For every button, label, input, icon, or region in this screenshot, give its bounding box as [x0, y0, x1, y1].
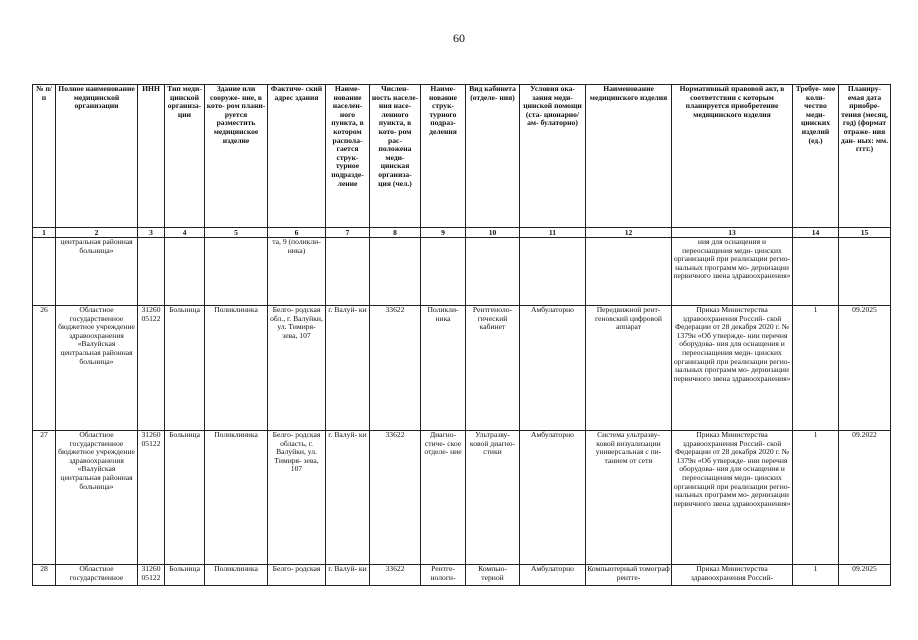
column-number: 11 — [520, 228, 586, 238]
row-number — [33, 238, 56, 306]
cabinet-type: Компью- терной — [466, 565, 520, 586]
quantity: 1 — [793, 431, 839, 565]
header-cell: Здание или сооруже- ние, в кото- ром плани- руется разместить медицинское изделие — [205, 85, 268, 228]
column-number-row — [33, 228, 891, 238]
cabinet-type: Рентгеноло- гический кабинет — [466, 306, 520, 431]
care-conditions — [520, 238, 586, 306]
organization-name: Областное государственное бюджетное учреждение здравоохранения «Валуйская центральная районная больница» — [56, 431, 138, 565]
organization-name: Областное государственное — [56, 565, 138, 586]
subdivision: Рентге- нологи- — [421, 565, 466, 586]
row-number: 28 — [33, 565, 56, 586]
column-number: 13 — [672, 228, 793, 238]
header-cell: ИНН — [138, 85, 165, 228]
header-cell: Наименование медицинского изделия — [586, 85, 672, 228]
building: Поликлиника — [205, 565, 268, 586]
column-number: 5 — [205, 228, 268, 238]
table-row — [33, 306, 891, 431]
organization-type: Больница — [165, 431, 205, 565]
address: та, 9 (поликли- ника) — [268, 238, 326, 306]
header-cell: Полное наименование медицинской организации — [56, 85, 138, 228]
column-number: 12 — [586, 228, 672, 238]
header-cell: Наиме- нование струк- турного подраз- деления — [421, 85, 466, 228]
legal-act: Приказ Министерства здравоохранения Россий- ской Федерации от 28 декабря 2020 г. № 1379н «Об утвержде- нии перечня оборудова- ния для оснащения и переоснащения меди- цинских организаций при реализации регио- нальных программ мо- дернизации первичного звена здравоохранения» — [672, 306, 793, 431]
settlement: г. Валуй- ки — [326, 306, 370, 431]
organization-type: Больница — [165, 565, 205, 586]
table-row — [33, 431, 891, 565]
equipment-table — [32, 84, 891, 586]
page-number: 60 — [453, 31, 465, 45]
legal-act: Приказ Министерства здравоохранения Россий- — [672, 565, 793, 586]
address: Белго- родская обл., г. Валуйки, ул. Тимиря- зева, 107 — [268, 306, 326, 431]
population: 33622 — [370, 306, 421, 431]
header-cell: Условия ока- зания меди- цинской помощи (ста- ционарно/ам- булаторно) — [520, 85, 586, 228]
care-conditions: Амбулаторно — [520, 306, 586, 431]
population: 33622 — [370, 565, 421, 586]
column-number: 8 — [370, 228, 421, 238]
column-number: 3 — [138, 228, 165, 238]
column-number: 1 — [33, 228, 56, 238]
device-name: Система ультразву- ковой визуализации универсальная с пи- танием от сети — [586, 431, 672, 565]
row-number: 27 — [33, 431, 56, 565]
device-name: Передвижной рент- геновский цифровой аппарат — [586, 306, 672, 431]
building — [205, 238, 268, 306]
inn: 31260 05122 — [138, 565, 165, 586]
header-cell: Фактиче- ский адрес здания — [268, 85, 326, 228]
column-number: 9 — [421, 228, 466, 238]
settlement — [326, 238, 370, 306]
column-number: 6 — [268, 228, 326, 238]
quantity — [793, 238, 839, 306]
header-cell: Числен- ность населе- ния насе- ленного пункта, в кото- ром рас- положена меди- цинская организа- ция (чел.) — [370, 85, 421, 228]
purchase-date: 09.2025 — [839, 565, 891, 586]
column-number: 7 — [326, 228, 370, 238]
organization-name: центральная районная больница» — [56, 238, 138, 306]
cabinet-type — [466, 238, 520, 306]
subdivision: Диагно- стиче- ское отделе- ние — [421, 431, 466, 565]
header-cell: Требуе- мое коли- чество меди- цинских изделий (ед.) — [793, 85, 839, 228]
header-cell: № п/п — [33, 85, 56, 228]
column-number: 10 — [466, 228, 520, 238]
device-name: Компьютерный томограф рентге- — [586, 565, 672, 586]
population: 33622 — [370, 431, 421, 565]
header-cell: Наиме- нование населен- ного пункта, в котором распола- гается струк- турное подразде- ление — [326, 85, 370, 228]
subdivision: Поликли- ника — [421, 306, 466, 431]
inn — [138, 238, 165, 306]
building: Поликлиника — [205, 306, 268, 431]
header-cell: Вид кабинета (отделе- ния) — [466, 85, 520, 228]
table-row-continued — [33, 238, 891, 306]
settlement: г. Валуй- ки — [326, 565, 370, 586]
row-number: 26 — [33, 306, 56, 431]
subdivision — [421, 238, 466, 306]
cabinet-type: Ультразву- ковой диагно- стики — [466, 431, 520, 565]
header-cell: Планиру- емая дата приобре- тения (месяц, год) (формат отраже- ния дан- ных: мм. гггг.) — [839, 85, 891, 228]
column-number: 4 — [165, 228, 205, 238]
legal-act: Приказ Министерства здравоохранения Россий- ской Федерации от 28 декабря 2020 г. № 1379н «Об утвержде- нии перечня оборудова- ния для оснащения и переоснащения меди- цинских организаций при реализации регио- нальных программ мо- дернизации первичного звена здравоохранения» — [672, 431, 793, 565]
organization-type — [165, 238, 205, 306]
organization-name: Областное государственное бюджетное учреждение здравоохранения «Валуйская центральная районная больница» — [56, 306, 138, 431]
care-conditions: Амбулаторно — [520, 431, 586, 565]
legal-act: ния для оснащения и переоснащения меди- цинских организаций при реализации регио- нальных программ мо- дернизации первичного звена здравоохранения» — [672, 238, 793, 306]
inn: 31260 05122 — [138, 306, 165, 431]
table-row — [33, 565, 891, 586]
quantity: 1 — [793, 306, 839, 431]
header-cell: Нормативный правовой акт, в соответствии с которым планируется приобретение медицинского изделия — [672, 85, 793, 228]
column-number: 15 — [839, 228, 891, 238]
building: Поликлиника — [205, 431, 268, 565]
column-number: 2 — [56, 228, 138, 238]
column-number: 14 — [793, 228, 839, 238]
device-name — [586, 238, 672, 306]
organization-type: Больница — [165, 306, 205, 431]
address: Белго- родская — [268, 565, 326, 586]
purchase-date: 09.2025 — [839, 306, 891, 431]
care-conditions: Амбулаторно — [520, 565, 586, 586]
header-cell: Тип меди- цинской организа- ции — [165, 85, 205, 228]
quantity: 1 — [793, 565, 839, 586]
inn: 31260 05122 — [138, 431, 165, 565]
population — [370, 238, 421, 306]
purchase-date — [839, 238, 891, 306]
address: Белго- родская область, г. Валуйки, ул. Тимиря- зева, 107 — [268, 431, 326, 565]
settlement: г. Валуй- ки — [326, 431, 370, 565]
header-row — [33, 85, 891, 228]
purchase-date: 09.2022 — [839, 431, 891, 565]
